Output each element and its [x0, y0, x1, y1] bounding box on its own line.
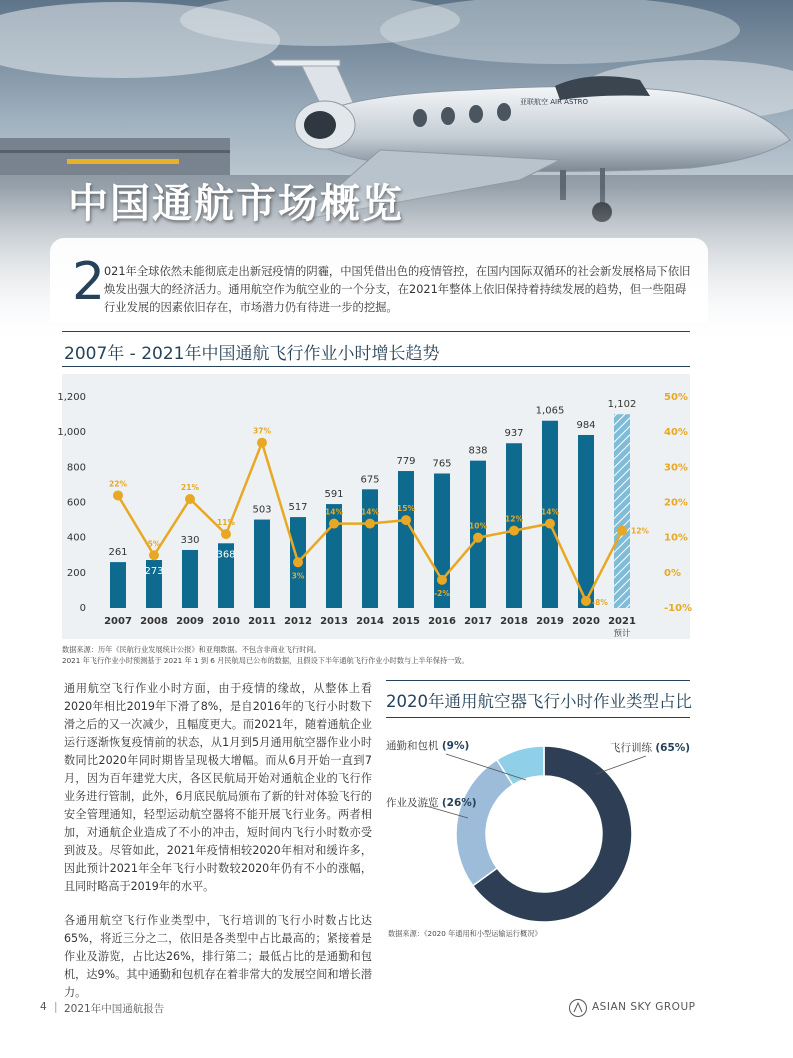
growth-rate-label: 37% [253, 426, 271, 436]
growth-rate-label: 11% [217, 518, 235, 528]
y-left-tick-label: 1,200 [57, 392, 86, 403]
y-right-tick-label: 30% [664, 462, 688, 474]
body-paragraph-1: 通用航空飞行作业小时方面，由于疫情的缘故，从整体上看2020年相比2019年下滑了8%，是自2016年的飞行小时数下滑之后的又一次减少，且幅度更大。而2021年，随着通航企业运行逐渐恢复疫情前的状态，从1月到5月通用航空器作业小时数同比2020年同时期皆呈现极大增幅。而从6月开始一直到7月，因为百年建党大庆，各区民航局开始对通航企业的飞行作业务进行管制，此外，6月底民航局颁布了新的针对体验飞行的安全管理通知，轻型运动航空器将不能开展飞行业务。两者相加，对通航企业造成了不小的冲击，短时间内飞行小时数亦受到波及。尽管如此，2021年疫情相较2020年相对和缓许多，因此预计2021年全年飞行小时数较2020年仍有不小的涨幅，且同时略高于2019年的水平。 [64, 682, 372, 893]
bar-value-label: 503 [252, 504, 272, 516]
combo-chart-panel [57, 374, 693, 639]
growth-point-2013 [329, 519, 339, 529]
y-left-tick-label: 1,000 [57, 427, 86, 439]
growth-point-2014 [365, 519, 375, 529]
bar-value-label: 330 [180, 534, 200, 546]
x-tick-label: 2015 [392, 616, 420, 627]
growth-rate-label: 22% [109, 479, 127, 489]
growth-rate-label: 15% [397, 504, 415, 514]
x-tick-label: 2010 [212, 616, 240, 627]
x-tick-label: 2009 [176, 616, 204, 627]
x-tick-label: 2020 [572, 616, 600, 627]
intro-drop-cap: 2 [72, 252, 106, 312]
bar-2021 [614, 414, 630, 608]
growth-point-2008 [149, 550, 159, 560]
donut-slice-1 [456, 760, 513, 886]
bar-value-label: 1,065 [535, 405, 565, 417]
growth-rate-label: 14% [361, 507, 379, 517]
growth-point-2007 [113, 490, 123, 500]
growth-point-2018 [509, 526, 519, 536]
bar-2020 [578, 435, 594, 608]
chart-title: 2007年 - 2021年中国通航飞行作业小时增长趋势 [64, 344, 440, 364]
bar-value-label: 368 [216, 549, 236, 561]
bar-value-label: 1,102 [607, 399, 637, 411]
donut-source: 数据来源：《2020 年通用和小型运输运行概况》 [388, 929, 542, 938]
bar-value-label: 273 [144, 565, 164, 577]
y-right-tick-label: 10% [664, 532, 688, 544]
x-tick-label: 2012 [284, 616, 312, 627]
bar-value-label: 765 [432, 458, 452, 470]
bar-value-label: 838 [468, 445, 488, 457]
donut-label-training: 飞行训练 (65%) [610, 742, 691, 754]
x-tick-label: 2014 [356, 616, 384, 627]
bar-value-label: 591 [324, 489, 344, 501]
growth-point-2019 [545, 519, 555, 529]
x-tick-label: 2021 [608, 616, 636, 627]
growth-rate-label: 10% [469, 521, 487, 531]
bar-2007 [110, 562, 126, 608]
growth-rate-label: 12% [631, 526, 649, 536]
x-tick-label: 2008 [140, 616, 168, 627]
body-paragraph-2: 各通用航空飞行作业类型中，飞行培训的飞行小时数占比达65%，将近三分之二，依旧是各类型中占比最高的；紧接着是作业及游览，占比达26%，排行第二；最低占比的是通勤和包机，达9%。其中通勤和包机存在着非常大的发展空间和增长潜力。 [64, 914, 372, 999]
growth-point-2020 [581, 596, 591, 606]
donut-label-commute: 通勤和包机 (9%) [386, 740, 470, 752]
growth-point-2016 [437, 575, 447, 585]
bar-value-label: 675 [360, 474, 380, 486]
y-right-tick-label: 50% [664, 392, 688, 403]
growth-rate-label: 5% [147, 539, 161, 549]
intro-paragraph: 021年全球依然未能彻底走出新冠疫情的阴霾，中国凭借出色的疫情管控，在国内国际双循环的社会新发展格局下依旧焕发出强大的经济活力。通用航空作为航空业的一个分支，在2021年整体上依旧保持着持续发展的趋势，但一些阻碍行业发展的因素依旧存在，市场潜力仍有待进一步的挖掘。 [104, 265, 691, 314]
growth-rate-label: -2% [434, 588, 450, 598]
donut-label-operations: 作业及游览 (26%) [386, 797, 477, 809]
footer-brand: ASIAN SKY GROUP [592, 1001, 696, 1013]
page-title: 中国通航市场概览 [68, 181, 404, 227]
bar-value-label: 517 [288, 502, 308, 514]
combo-chart [57, 374, 693, 639]
donut-title: 2020年通用航空器飞行小时作业类型占比 [386, 692, 692, 711]
bar-value-label: 984 [576, 419, 596, 431]
x-tick-label: 2007 [104, 616, 132, 627]
growth-rate-label: 14% [541, 507, 559, 517]
chart-source-line-2: 2021 年飞行作业小时预测基于 2021 年 1 到 6 月民航局已公布的数据，且假设下半年通航飞行作业小时数与上半年保持一致。 [62, 656, 469, 665]
x-tick-label: 2013 [320, 616, 348, 627]
growth-point-2017 [473, 533, 483, 543]
growth-rate-label: -8% [592, 597, 608, 607]
bar-value-label: 937 [504, 428, 524, 440]
y-left-tick-label: 400 [66, 532, 86, 544]
growth-point-2012 [293, 557, 303, 567]
donut-rule-bottom [386, 717, 690, 718]
asian-sky-logo-icon [568, 998, 588, 1018]
bar-value-label: 779 [396, 456, 416, 468]
bar-value-label: 261 [108, 547, 128, 559]
y-right-tick-label: 40% [664, 427, 688, 439]
title-accent-bar [67, 159, 179, 164]
donut-rule-top [386, 680, 690, 681]
growth-point-2021 [617, 526, 627, 536]
bar-2018 [506, 443, 522, 608]
growth-rate-label: 3% [291, 571, 305, 581]
bar-2009 [182, 550, 198, 608]
y-left-tick-label: 0 [79, 603, 86, 614]
bar-2015 [398, 471, 414, 608]
leader-line-training [596, 756, 646, 774]
growth-point-2015 [401, 515, 411, 525]
x-tick-label: 2018 [500, 616, 528, 627]
y-right-tick-label: -10% [664, 603, 693, 614]
y-right-tick-label: 0% [664, 567, 681, 579]
growth-point-2009 [185, 494, 195, 504]
x-tick-label: 2016 [428, 616, 456, 627]
x-tick-label: 2019 [536, 616, 564, 627]
y-left-tick-label: 800 [66, 462, 86, 474]
section-rule-bottom [62, 366, 690, 367]
x-tick-label: 2011 [248, 616, 276, 627]
growth-point-2011 [257, 438, 267, 448]
growth-rate-label: 12% [505, 514, 523, 524]
footer-divider: | [54, 1001, 58, 1013]
y-left-tick-label: 200 [66, 567, 86, 579]
footer-report-title: 2021年中国通航报告 [64, 1003, 165, 1015]
chart-source-line-1: 数据来源：历年《民航行业发展统计公报》和亚翔数据。不包含非商业飞行时间。 [62, 645, 321, 654]
bar-2011 [254, 520, 270, 608]
x-tick-label: 2017 [464, 616, 492, 627]
bar-2016 [434, 473, 450, 608]
section-rule-top [62, 331, 690, 332]
footer-page-number: 4 [40, 1001, 47, 1013]
y-left-tick-label: 600 [66, 497, 86, 509]
y-right-tick-label: 20% [664, 497, 688, 509]
growth-rate-label: 14% [325, 507, 343, 517]
forecast-label: 预计 [613, 629, 631, 639]
growth-rate-label: 21% [181, 482, 199, 492]
growth-point-2010 [221, 529, 231, 539]
